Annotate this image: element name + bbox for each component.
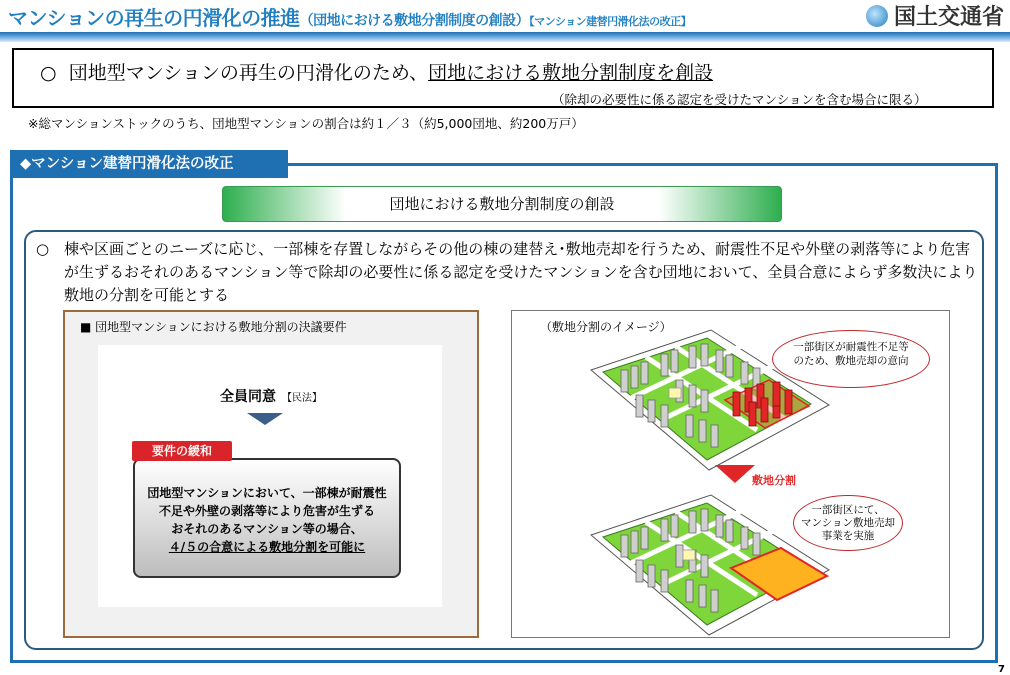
bullet-marker: ○ (36, 240, 50, 258)
speech-bubble-sale-project (793, 495, 903, 551)
summary-lead: 団地型マンションの再生の円滑化のため、 (68, 62, 429, 84)
relaxation-line-2: 不足や外壁の剥落等により危害が生ずる (158, 504, 375, 518)
unanimous-consent (220, 386, 322, 406)
civil-law-label: 【民法】 (282, 393, 322, 404)
split-label: 敷地分割 (752, 474, 796, 487)
resolution-heading: ■ 団地型マンションにおける敷地分割の決議要件 (80, 320, 347, 334)
section-tab: ◆マンション建替円滑化法の改正 (10, 150, 288, 178)
bullet-text: 棟や区画ごとのニーズに応じ、一部棟を存置しながらその他の棟の建替え･敷地売却を行うため、耐震性不足や外壁の剥落等により危害が生ずるおそれのあるマンション等で除却の必要性に係る認定を受けたマンションを含む団地において、全員合意によらず多数決により敷地の分割を可能とする (64, 240, 978, 304)
bubble1-line-1: 一部街区が耐震性不足等 (793, 341, 909, 353)
summary-marker: ○ (40, 62, 57, 84)
section-banner: 団地における敷地分割制度の創設 (222, 186, 782, 222)
ministry-logo-icon (866, 5, 888, 27)
bubble2-line-2: マンション敷地売却 (800, 517, 896, 529)
title-sub-2: 【マンション建替円滑化法の改正】 (529, 15, 692, 28)
summary-main (40, 58, 713, 85)
ministry-logo (866, 0, 1004, 31)
split-arrow-icon (715, 465, 755, 483)
relaxation-line-1: 団地型マンションにおいて、一部棟が耐震性 (147, 486, 387, 500)
page-number: 7 (998, 664, 1005, 675)
title-sub-1: （団地における敷地分割制度の創設） (299, 13, 530, 29)
bubble2-line-3: 事業を実施 (821, 530, 875, 542)
section-tab-line (288, 163, 998, 166)
page-title (8, 2, 691, 31)
footnote: ※総マンションストックのうち、団地型マンションの割合は約１／３（約5,000団地、約200万戸） (28, 116, 584, 131)
down-arrow-icon (247, 413, 283, 425)
speech-bubble-sale-intent (772, 330, 930, 388)
ministry-logo-text: 国土交通省 (893, 5, 1004, 30)
unanimous-label: 全員同意 (220, 389, 276, 405)
image-heading: （敷地分割のイメージ） (540, 320, 672, 334)
summary-note: （除却の必要性に係る認定を受けたマンションを含む場合に限る） (552, 92, 927, 107)
bubble1-line-2: のため、敷地売却の意向 (793, 355, 909, 367)
bubble2-line-1: 一部街区にて、 (811, 504, 885, 516)
summary-emphasis: 団地における敷地分割制度を創設 (428, 62, 714, 84)
relaxation-line-4: ４/５の合意による敷地分割を可能に (168, 540, 366, 554)
header-bar (0, 32, 1010, 42)
relaxation-label: 要件の緩和 (132, 441, 232, 461)
relaxation-text (140, 484, 394, 556)
title-main: マンションの再生の円滑化の推進 (8, 6, 300, 30)
relaxation-line-3: おそれのあるマンション等の場合、 (171, 522, 363, 536)
